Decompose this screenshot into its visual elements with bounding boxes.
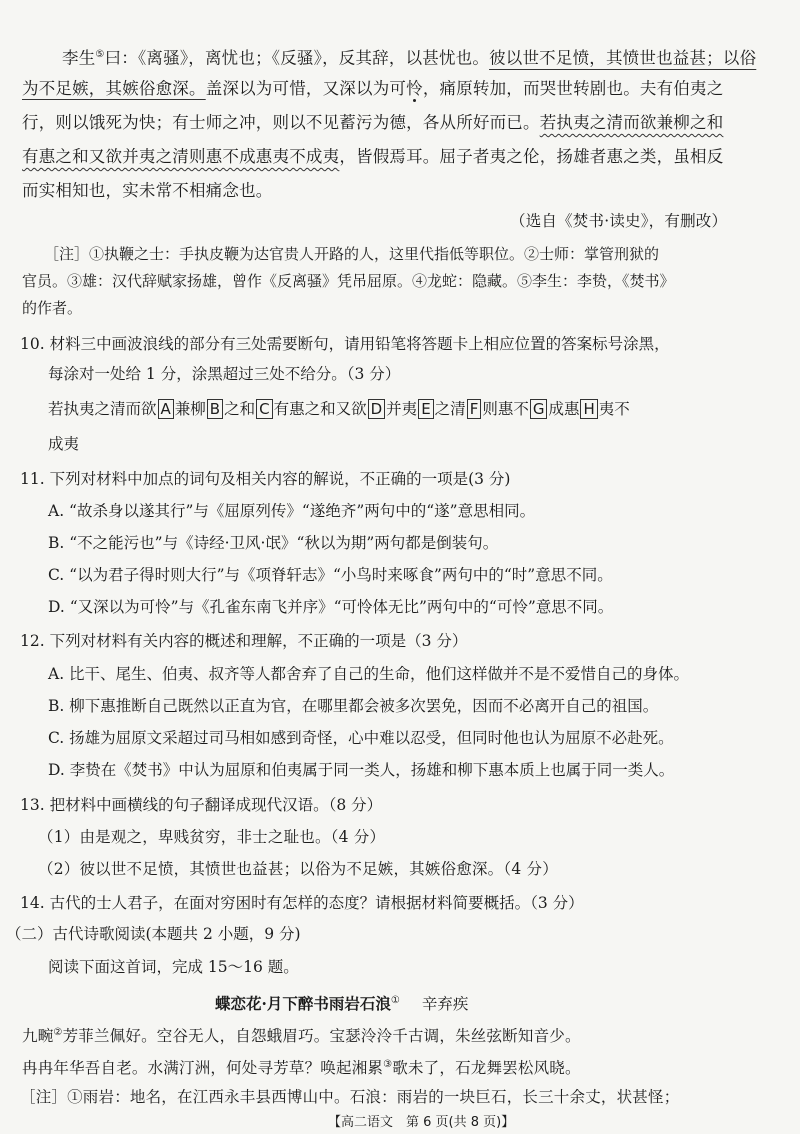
- q10-segment: 有惠之和又欲: [273, 400, 367, 418]
- q10-mark-d[interactable]: D: [368, 399, 386, 419]
- q10-segment: 夷不: [598, 400, 630, 418]
- q10-options: [48, 398, 630, 420]
- note-marker: ⑤: [95, 49, 105, 60]
- poem-title-line: [215, 990, 468, 1015]
- poem-title: 蝶恋花·月下醉书雨岩石浪: [215, 994, 391, 1014]
- q10-mark-a[interactable]: A: [158, 399, 174, 419]
- note-line-1: ［注］①执鞭之士：手执皮鞭为达官贵人开路的人，这里代指低等职位。②士师：掌管刑狱的: [44, 245, 660, 263]
- wavy-sentence: 有惠之和又欲并夷之清则惠不成惠夷不成夷: [22, 147, 340, 166]
- q12-stem: 12. 下列对材料有关内容的概述和理解，不正确的一项是（3 分）: [20, 632, 468, 650]
- section-intro: 阅读下面这首词，完成 15～16 题。: [48, 958, 299, 976]
- q13-stem: 13. 把材料中画横线的句子翻译成现代汉语。（8 分）: [20, 796, 383, 814]
- q14-stem: 14. 古代的士人君子，在面对穷困时有怎样的态度？请根据材料简要概括。（3 分）: [20, 894, 584, 912]
- underlined-sentence: 彼以世不足愤，其愤世也益甚；以俗: [489, 48, 757, 68]
- q11-option-a: A. “故杀身以遂其行”与《屈原列传》“遂绝齐”两句中的“遂”意思相同。: [48, 502, 536, 520]
- poem-author: 辛弃疾: [421, 995, 469, 1014]
- q10-segment: 若执夷之清而欲: [48, 400, 157, 418]
- q13-sentence-1: （1）由是观之，卑贱贫穷，非士之耻也。（4 分）: [38, 828, 386, 846]
- poem-text: 冉冉年华吾自老。水满汀洲，何处寻芳草？唤起湘累: [22, 1059, 384, 1078]
- q10-segment: 并夷: [386, 400, 418, 418]
- passage-line-3: [22, 112, 723, 134]
- poem-line-2: [22, 1054, 581, 1079]
- q10-segment: 之和: [224, 400, 256, 418]
- passage-text: 行，则以饿死为快；有士师之冲，则以不见蓄污为德，各从所好而已。: [22, 113, 540, 132]
- q10-mark-h[interactable]: H: [580, 399, 597, 419]
- note-marker: ①: [390, 995, 400, 1006]
- poem-text: 歌未了，石龙舞罢松风晓。: [392, 1059, 581, 1078]
- passage-text: 曰：《离骚》，离忧也；《反骚》，反其辞，以甚忧也。: [104, 48, 490, 68]
- passage-line-4: [22, 146, 723, 168]
- q10-segment: 成惠: [548, 400, 580, 418]
- poem-line-1: [22, 1022, 581, 1047]
- q12-option-a: A. 比干、尾生、伯夷、叔齐等人都舍弃了自己的生命，他们这样做并不是不爱惜自己的身体。: [48, 665, 690, 683]
- passage-text: 而实相知也，实未常不相痛念也。: [22, 181, 273, 200]
- q12-option-d: D. 李贽在《焚书》中认为屈原和伯夷属于同一类人，扬雄和柳下惠本质上也属于同一类人。: [48, 761, 675, 779]
- q10-segment: 之清: [434, 400, 466, 418]
- note-line-3: 的作者。: [22, 299, 83, 317]
- passage-text: ，皆假焉耳。屈子者夷之伦，扬雄者惠之类，虽相反: [339, 147, 724, 166]
- q11-option-b: B. “不之能污也”与《诗经·卫风·氓》“秋以为期”两句都是倒装句。: [48, 534, 499, 552]
- q10-mark-b[interactable]: B: [207, 399, 223, 419]
- q11-option-d: D. “又深以为可怜”与《孔雀东南飞并序》“可怜体无比”两句中的“可怜”意思不同。: [48, 598, 614, 616]
- note-line-2: 官员。③雄：汉代辞赋家扬雄，曾作《反离骚》凭吊屈原。④龙蛇：隐藏。⑤李生：李贽，《焚书》: [22, 272, 675, 290]
- q10-options-cont: 成夷: [48, 435, 80, 453]
- passage-source: （选自《焚书·读史》，有删改）: [510, 212, 728, 230]
- q10-stem: 10. 材料三中画波浪线的部分有三处需要断句，请用铅笔将答题卡上相应位置的答案标号涂黑，: [20, 335, 670, 353]
- q11-option-c: C. “以为君子得时则大行”与《项脊轩志》“小鸟时来啄食”两句中的“时”意思不同。: [48, 566, 613, 584]
- section-heading: （二）古代诗歌阅读(本题共 2 小题，9 分): [6, 925, 301, 943]
- q12-option-b: B. 柳下惠推断自己既然以正直为官，在哪里都会被多次罢免，因而不必离开自己的祖国。: [48, 697, 659, 715]
- poem-text: 芳菲兰佩好。空谷无人，自怨蛾眉巧。宝瑟泠泠千古调，朱丝弦断知音少。: [62, 1027, 581, 1046]
- wavy-sentence: 若执夷之清而欲兼柳之和: [539, 113, 724, 132]
- q10-mark-e[interactable]: E: [418, 399, 433, 419]
- poem-note: ［注］①雨岩：地名，在江西永丰县西博山中。石浪：雨岩的一块巨石，长三十余丈，状甚怪；: [20, 1088, 680, 1106]
- passage-line-2: [22, 78, 723, 100]
- passage-text: 李生: [62, 48, 96, 68]
- q10-segment: 兼柳: [174, 400, 206, 418]
- passage-text: ，痛原转加，而哭世转剧也。夫有伯夷之: [422, 79, 724, 98]
- passage-line-1: [62, 44, 756, 70]
- dotted-word: 怜: [406, 79, 423, 98]
- note-marker: ②: [53, 1027, 63, 1038]
- underlined-sentence: 为不足嫉，其嫉俗愈深。: [22, 79, 206, 98]
- q11-stem: 11. 下列对材料中加点的词句及相关内容的解说，不正确的一项是(3 分): [20, 470, 511, 488]
- q10-segment: 则惠不: [482, 400, 529, 418]
- q12-option-c: C. 扬雄为屈原文采超过司马相如感到奇怪，心中难以忍受，但同时他也认为屈原不必赴死。: [48, 729, 674, 747]
- q10-mark-f[interactable]: F: [467, 399, 482, 419]
- passage-text: 盖深以为可惜，又深以为可: [205, 79, 407, 98]
- q13-sentence-2: （2）彼以世不足愤，其愤世也益甚；以俗为不足嫉，其嫉俗愈深。（4 分）: [38, 860, 558, 878]
- page-footer: 【高二语文 第 6 页(共 8 页)】: [328, 1115, 515, 1130]
- q10-mark-c[interactable]: C: [256, 399, 272, 419]
- note-marker: ③: [383, 1059, 393, 1070]
- q10-mark-g[interactable]: G: [530, 399, 548, 419]
- passage-line-5: [22, 180, 273, 202]
- q10-stem-cont: 每涂对一处给 1 分，涂黑超过三处不给分。（3 分）: [48, 365, 401, 383]
- poem-text: 九畹: [22, 1027, 54, 1046]
